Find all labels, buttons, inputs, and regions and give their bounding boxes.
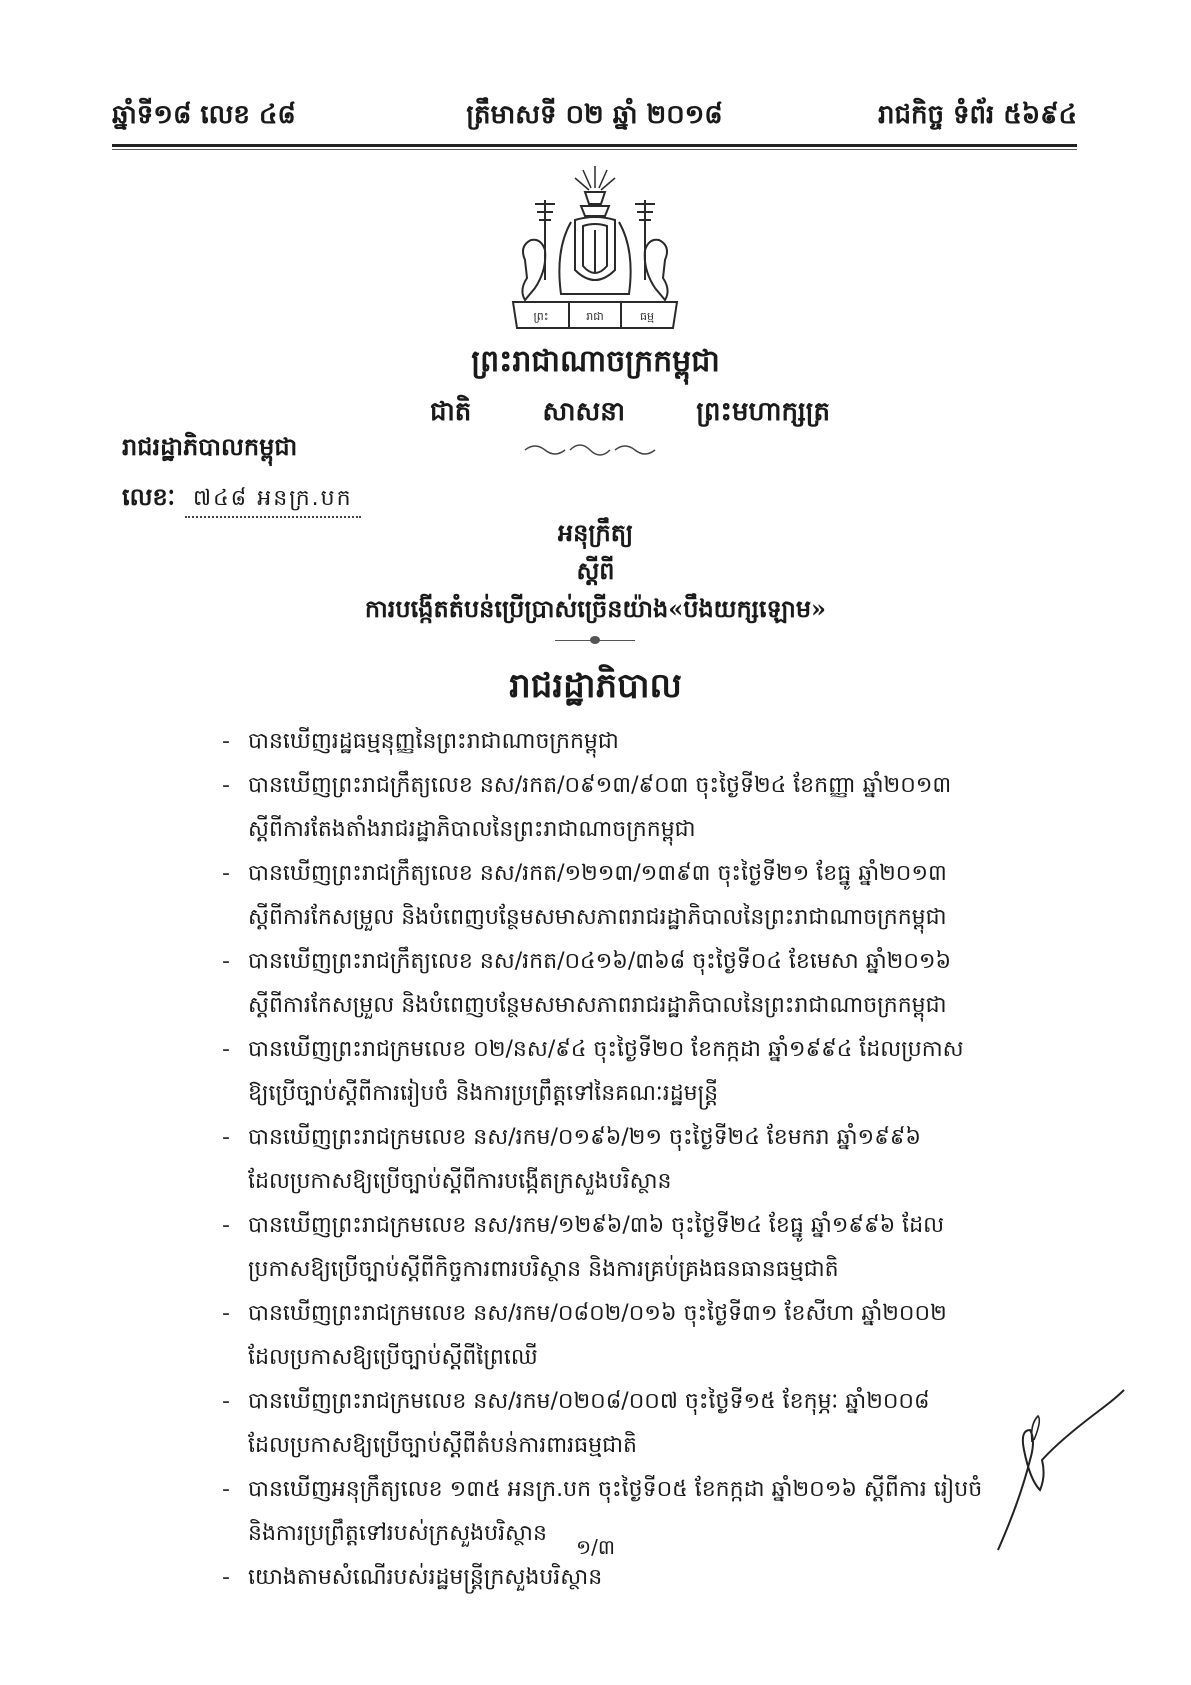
considerations-list [222, 720, 1042, 1600]
issuing-body: រាជរដ្ឋាភិបាលកម្ពុជា [122, 432, 298, 461]
gazette-page-ref: រាជកិច្ច ទំព័រ ៥៦៩៤ [877, 100, 1077, 130]
motto-religion: សាសនា [542, 397, 626, 427]
page-number: ១/៣ [576, 1535, 615, 1559]
list-item: - បានឃើញអនុក្រឹត្យលេខ ១៣៥ អនក្រ.បក ចុះថ្ងៃទី០៥ ខែកក្កដា ឆ្នាំ២០១៦ ស្តីពីការ រៀបចំ និងការប្រព្រឹត្តទៅរបស់ក្រសួងបរិស្ថាន [222, 1468, 1042, 1556]
list-item: - បានឃើញព្រះរាជក្រមលេខ នស/រកម/១២៩៦/៣៦ ចុះថ្ងៃទី២៤ ខែធ្នូ ឆ្នាំ១៩៩៦ ដែល ប្រកាសឱ្យប្រើច្បាប់ស្តីពីកិច្ចការពារបរិស្ថាន និងការគ្រប់គ្រងធនធានធម្មជាតិ [222, 1204, 1042, 1292]
document-number-label: លេខៈ [122, 482, 176, 511]
header-rule [112, 144, 1077, 147]
gazette-date: ត្រឹមាសទី ០២ ឆ្នាំ ២០១៨ [466, 100, 723, 130]
list-item: - បានឃើញព្រះរាជក្រមលេខ នស/រកម/០២០៨/០០៧ ចុះថ្ងៃទី១៥ ខែកុម្ភៈ ឆ្នាំ២០០៨ ដែលប្រកាសឱ្យប្រើច្បាប់ស្តីពីតំបន់ការពារធម្មជាតិ [222, 1380, 1042, 1468]
ornament-divider-icon [520, 440, 660, 460]
header-rule-thin [112, 149, 1077, 150]
gazette-issue: ឆ្នាំទី១៨ លេខ ៤៨ [112, 100, 296, 130]
banner-text-3: ធម្ម [640, 310, 654, 323]
motto-king: ព្រះមហាក្សត្រ [696, 397, 830, 427]
signature-icon [990, 1380, 1130, 1560]
list-item: - បានឃើញព្រះរាជក្រមលេខ នស/រកម/០៨០២/០១៦ ចុះថ្ងៃទី៣១ ខែសីហា ឆ្នាំ២០០២ ដែលប្រកាសឱ្យប្រើច្បាប់ស្តីពីព្រៃឈើ [222, 1292, 1042, 1380]
title-divider-ornament [590, 636, 600, 644]
issuer-heading: រាជរដ្ឋាភិបាល [509, 666, 682, 706]
list-item: - បានឃើញព្រះរាជក្រមលេខ នស/រកម/០១៩៦/២១ ចុះថ្ងៃទី២៤ ខែមករា ឆ្នាំ១៩៩៦ ដែលប្រកាសឱ្យប្រើច្បាប់ស្តីពីការបង្កើតក្រសួងបរិស្ថាន [222, 1116, 1042, 1204]
list-item: - បានឃើញព្រះរាជក្រឹត្យលេខ នស/រកត/០៤១៦/៣៦៨ ចុះថ្ងៃទី០៤ ខែមេសា ឆ្នាំ២០១៦ ស្តីពីការកែសម្រួល និងបំពេញបន្ថែមសមាសភាពរាជរដ្ឋាភិបាលនៃព្រះរាជាណាចក្រកម្ពុជា [222, 940, 1042, 1028]
document-about: ស្តីពី [576, 556, 615, 585]
document-subject: ការបង្កើតតំបន់ប្រើប្រាស់ច្រើនយ៉ាង«បឹងយក្សឡោម» [364, 594, 827, 623]
gazette-header [112, 94, 1077, 142]
motto-nation: ជាតិ [430, 397, 472, 427]
list-item: - បានឃើញព្រះរាជក្រឹត្យលេខ នស/រកត/១២១៣/១៣៩៣ ចុះថ្ងៃទី២១ ខែធ្នូ ឆ្នាំ២០១៣ ស្តីពីការកែសម្រួល និងបំពេញបន្ថែមសមាសភាពរាជរដ្ឋាភិបាលនៃព្រះរាជាណាចក្រកម្ពុជា [222, 852, 1042, 940]
list-item: - បានឃើញព្រះរាជក្រឹត្យលេខ នស/រកត/០៩១៣/៩០៣ ចុះថ្ងៃទី២៤ ខែកញ្ញា ឆ្នាំ២០១៣ ស្តីពីការតែងតាំងរាជរដ្ឋាភិបាលនៃព្រះរាជាណាចក្រកម្ពុជា [222, 764, 1042, 852]
list-item: - បានឃើញរដ្ឋធម្មនុញ្ញនៃព្រះរាជាណាចក្រកម្ពុជា [222, 720, 1042, 764]
national-motto [430, 395, 830, 433]
kingdom-title: ព្រះរាជាណាចក្រកម្ពុជា [471, 344, 720, 379]
document-number-value: ៧៤៨ អនក្រ.បក [185, 484, 361, 518]
document-number [122, 482, 361, 518]
banner-text-2: រាជា [586, 310, 604, 323]
document-type: អនុក្រឹត្យ [557, 518, 634, 547]
list-item: - បានឃើញព្រះរាជក្រមលេខ ០២/នស/៩៤ ចុះថ្ងៃទី២០ ខែកក្កដា ឆ្នាំ១៩៩៤ ដែលប្រកាស ឱ្យប្រើច្បាប់ស្តីពីការរៀបចំ និងការប្រព្រឹត្តទៅនៃគណៈរដ្ឋមន្ត្រី [222, 1028, 1042, 1116]
royal-coat-of-arms-icon [505, 160, 685, 340]
banner-text-1: ព្រះ [533, 310, 549, 323]
list-item: - យោងតាមសំណើរបស់រដ្ឋមន្ត្រីក្រសួងបរិស្ថាន [222, 1556, 1042, 1600]
